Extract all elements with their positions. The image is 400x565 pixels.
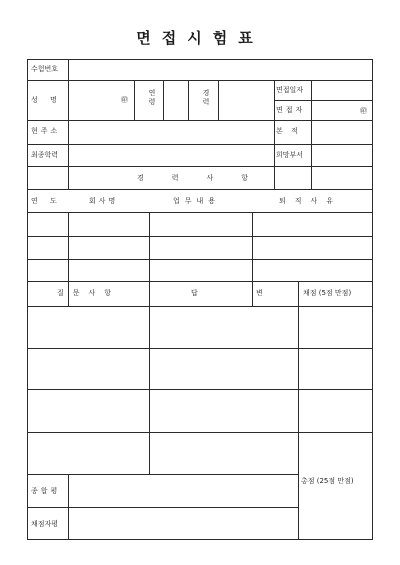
address-label: 현주소 xyxy=(31,127,61,135)
career-reason-header: 퇴직사유 xyxy=(279,197,343,205)
interview-form-table xyxy=(27,59,373,540)
grader-eval-label: 채점자평 xyxy=(31,520,59,528)
career-duties-header: 업무내용 xyxy=(173,197,221,205)
career-company-header: 회사명 xyxy=(89,197,119,205)
education-label: 최종학력 xyxy=(31,151,59,159)
desired-dept-label: 희망부서 xyxy=(276,151,304,159)
total-score-label: 총점 (25점 만점) xyxy=(301,477,354,485)
career-section-title: 경력사항 xyxy=(137,174,277,182)
interview-date-label: 면접일자 xyxy=(276,86,304,94)
name-label: 성 명 xyxy=(31,96,62,104)
career-year-header: 연 도 xyxy=(31,197,62,205)
answer-header: 답 변 xyxy=(191,289,291,297)
name-seal-mark: ㊞ xyxy=(121,96,128,104)
question-header: 질문사항 xyxy=(57,289,121,297)
interviewer-seal-mark: ㊞ xyxy=(360,107,367,115)
form-title: 면접시험표 xyxy=(136,29,264,47)
exam-number-label: 수험번호 xyxy=(31,65,59,73)
hometown-label: 본 적 xyxy=(276,127,301,135)
score-header: 채점 (5점 만점) xyxy=(303,289,352,297)
age-label: 연령 xyxy=(148,89,156,106)
overall-eval-label: 종합평 xyxy=(31,487,61,495)
interviewer-label: 면접자 xyxy=(276,106,306,114)
career-years-label: 경력 xyxy=(202,89,210,106)
